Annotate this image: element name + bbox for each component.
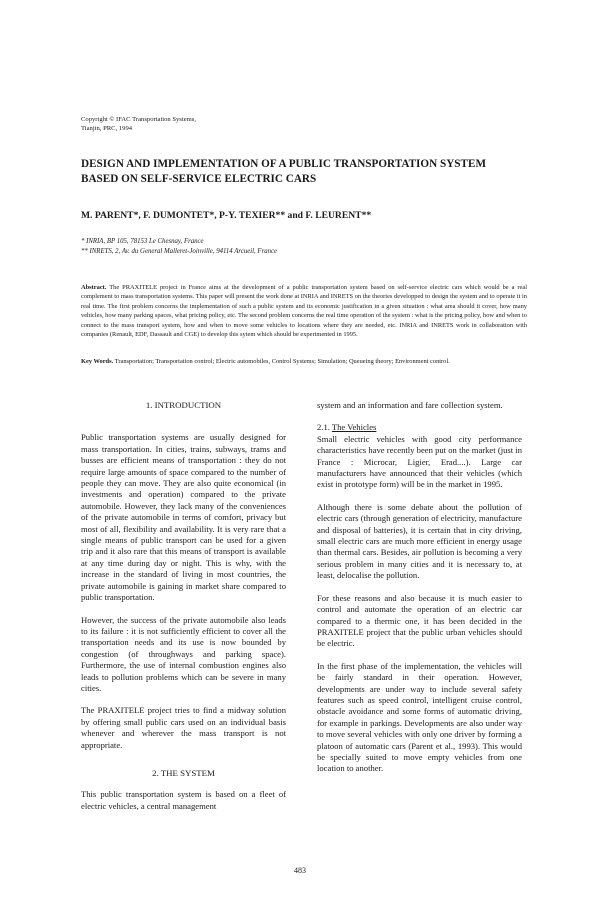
keywords-label: Key Words. [81,358,114,365]
abstract-label: Abstract. [81,284,107,291]
page-number: 483 [294,866,306,875]
section-heading-introduction: 1. INTRODUCTION [145,400,222,410]
left-column [81,400,286,823]
keywords [81,357,527,366]
affiliation-inria: * INRIA, BP 105, 78153 Le Chesnay, France [81,238,204,245]
paper-title: DESIGN AND IMPLEMENTATION OF A PUBLIC TRANSPORTATION SYSTEM BASED ON SELF-SERVICE ELECTRIC CARS [81,158,486,185]
copyright-line: Tianjin, PRC, 1994 [81,124,133,132]
abstract-text: The PRAXITELE project in France aims at the development of a public transportation system based on self-service electric cars which would be a real complement to mass transportation systems. This paper will present the work done at INRIA and INRETS on the theories developped to design the system and to operate it in real time. The first problem concerns the implementation of such a public system and its economic justification in a given situation : what area should it cover, how many vehicles, how many parking spaces, what pricing policy, etc. The second problem concerns the real time operation of the system : what is the pricing policy, how and when to connect to the mass transport system, how and when to move some vehicles to locations where they are needed, etc. INRIA and INRETS work in collaboration with companies (Renault, EDF, Dassault and CGE) to develop this sytem which should be experimented in 1995. [81,284,528,339]
abstract [81,283,527,339]
paragraph: However, the success of the private automobile also leads to its failure : it is not sufficiently efficient to cover all the transportation needs and its use is now bounded by congestion (of throughways and parking space). Furthermore, the use of internal combustion engines also leads to pollution problems which can be severe in many cities. [81,614,286,693]
copyright-notice [81,116,281,133]
paragraph: The PRAXITELE project tries to find a midway solution by offering small public cars used on an individual basis whenever and wherever the mass transport is not appropriate. [81,705,286,750]
right-column [317,400,522,786]
section-heading-system: 2. THE SYSTEM [152,767,215,778]
subsection-heading-vehicles [317,422,522,433]
subsection-number: 2.1. [317,422,330,433]
paragraph: Public transportation systems are usually designed for mass transportation. In cities, trains, subways, trams and busses are efficient means of transportation : they do not require large amounts of space compared to the number of people they can move. They are also quite economical (in investments and operation) compared to the private automobile. However, they lack many of the conveniences of the private automobile in terms of comfort, privacy but most of all, flexibility and availability. It is very rare that a single means of public transport can be used for a given trip and it also rare that this means of transport is available at any time during day or night. This is why, with the increase in the standard of living in most countries, the private automobile is gaining in market share compared to public transportation. [81,432,286,603]
paragraph: Small electric vehicles with good city performance characteristics have recently been put on the market (just in France : Microcar, Ligier, Erad....). Large car manufacturers have announced that their vehicles (which exist in prototype form) will be in the market in 1995. [317,433,522,490]
affiliation-inrets: ** INRETS, 2, Av. du General Malleret-Joinville, 94114 Arcueil, France [81,248,278,255]
paragraph: Although there is some debate about the pollution of electric cars (through generation of electricity, manufacture and disposal of batteries), it is certain that in city driving, small electric cars are much more efficient in energy usage than thermal cars. Besides, air pollution is becoming a very serious problem in many cities and it is necessary to, at least, delocalise the pollution. [317,501,522,581]
subsection-title: The Vehicles [331,422,377,433]
paragraph-continuation: system and an information and fare collection system. [317,400,503,410]
affiliations [81,237,521,257]
keywords-text: Transportation; Transportation control; Electric automobiles, Control Systems; Simulation; Queueing theory; Environment control. [114,358,450,365]
paragraph: This public transportation system is based on a fleet of electric vehicles, a central management [81,789,286,811]
copyright-line: Copyright © IFAC Transportation Systems, [81,116,196,123]
paragraph: For these reasons and also because it is much easier to control and automate the operation of an electric car compared to a thermic one, it has been decided in the PRAXITELE project that the public urban vehicles should be electric. [317,592,522,649]
paper-authors: M. PARENT*, F. DUMONTET*, P-Y. TEXIER** and F. LEURENT** [81,210,372,221]
paragraph: In the first phase of the implementation, the vehicles will be fairly standard in their operation. However, developments are under way to include several safety features such as speed control, intelligent cruise control, obstacle avoidance and some forms of automatic driving, for example in parkings. Developments are also under way to move several vehicles with only one driver by forming a platoon of automatic cars (Parent et al., 1993). This would be specially suited to move empty vehicles from one location to another. [317,660,522,774]
